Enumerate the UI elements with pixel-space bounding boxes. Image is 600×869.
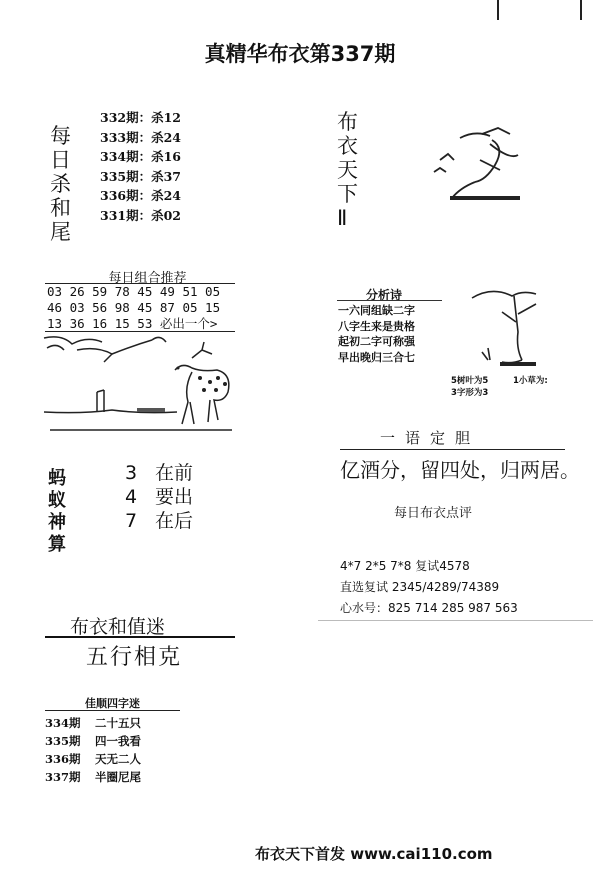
ant-god-row [125, 485, 193, 509]
list-item [45, 768, 141, 786]
ant-god-text: 在前 [155, 462, 194, 484]
corner-mark-right [580, 0, 582, 20]
vertical-char: 日 [50, 148, 71, 172]
review-row: 4*7 2*5 7*8 复试4578 [340, 559, 470, 573]
list-item: 334期：杀16 [100, 149, 181, 164]
deer-illustration [42, 332, 242, 440]
list-item: 336期：杀24 [100, 188, 181, 203]
poem-line: 八字生来是贵格 [338, 319, 415, 333]
list-item: 333期：杀24 [100, 129, 181, 145]
ant-god-num: 7 [125, 510, 138, 532]
ant-god-num: 3 [125, 462, 138, 484]
vertical-char: 和 [50, 196, 71, 220]
poem-note: 3字形为3 [451, 388, 489, 398]
hezhi-riddle-answer: 五行相克 [86, 645, 183, 670]
vertical-char: 衣 [337, 134, 358, 158]
poem-note: 5树叶为5 [451, 376, 489, 386]
daily-review-rows [340, 556, 518, 619]
corner-mark-left [497, 0, 499, 20]
divider [45, 710, 180, 711]
vertical-char: 算 [48, 534, 66, 555]
divider [337, 300, 442, 301]
review-row: 直选复试 2345/4289/74389 [340, 580, 500, 594]
vertical-char: 尾 [50, 220, 71, 244]
list-item: 332期：杀12 [100, 110, 181, 125]
four-char-riddle-title: 佳顺四字迷 [85, 697, 140, 710]
ant-god-num: 4 [125, 486, 138, 508]
poem-line: 一六同组缺二字 [338, 304, 415, 317]
daily-combo-numbers [47, 284, 220, 332]
poem-note: 1小草为: [513, 376, 548, 386]
review-row: 心水号：825 714 285 987 563 [340, 601, 518, 615]
page-title: 真精华布衣第337期 [204, 42, 396, 66]
riddle-text: 二十五只 [95, 716, 141, 730]
list-item: 335期：杀37 [100, 168, 181, 184]
vertical-char: 下 [337, 182, 358, 206]
tree-grass-sketch [462, 282, 557, 372]
ant-god-row [125, 509, 193, 533]
tree-sketch [420, 120, 530, 205]
riddle-text: 四一我看 [95, 734, 141, 748]
vertical-char: 天 [337, 158, 358, 182]
ant-god-label [48, 468, 66, 556]
number-row: 03 26 59 78 45 49 51 05 [47, 284, 221, 299]
period-label: 335期 [45, 734, 81, 748]
list-item: 331期：杀02 [100, 207, 181, 223]
vertical-char: 布 [337, 110, 358, 134]
vertical-char: 每 [50, 124, 71, 148]
kill-tail-list [100, 108, 181, 225]
vertical-char: 杀 [50, 172, 71, 196]
ant-god-text: 在后 [155, 510, 194, 532]
list-item [45, 750, 141, 768]
daily-review-title: 每日布衣点评 [394, 506, 473, 521]
ant-god-rows [125, 461, 193, 533]
ant-god-text: 要出 [155, 486, 194, 508]
poem-line: 早出晚归三合七 [338, 350, 415, 364]
vertical-char: 神 [48, 512, 66, 533]
number-row: 46 03 56 98 45 87 05 15 [47, 300, 221, 315]
daily-combo-title: 每日组合推荐 [108, 271, 187, 286]
poem-line: 起初二字可称强 [338, 335, 415, 348]
divider [318, 620, 593, 621]
four-char-riddle-list [45, 714, 141, 786]
vertical-char: 蚂 [48, 468, 66, 489]
divider [45, 636, 235, 638]
list-item [45, 732, 141, 750]
divider [340, 449, 565, 450]
riddle-text: 半圈尼尾 [95, 770, 141, 784]
one-word-title: 一语定胆 [380, 429, 481, 447]
analysis-poem-lines [338, 303, 415, 365]
vertical-char: 蚁 [48, 490, 66, 511]
ant-god-row [125, 461, 193, 485]
footer-source: 布衣天下首发 www.cai110.com [255, 845, 493, 863]
period-label: 337期 [45, 770, 81, 784]
period-label: 334期 [45, 716, 81, 730]
riddle-text: 天无二人 [95, 752, 141, 766]
daily-kill-tail-label [50, 124, 71, 244]
period-label: 336期 [45, 752, 81, 766]
hezhi-riddle-title: 布衣和值迷 [70, 616, 166, 638]
number-row: 13 36 16 15 53 必出一个> [47, 316, 218, 331]
buyi-tianxia-label [337, 110, 358, 230]
analysis-poem-title: 分析诗 [366, 288, 403, 302]
one-word-text: 亿酒分，留四处，归两居。 [340, 458, 580, 482]
list-item [45, 714, 141, 732]
vertical-char: Ⅱ [337, 206, 348, 230]
